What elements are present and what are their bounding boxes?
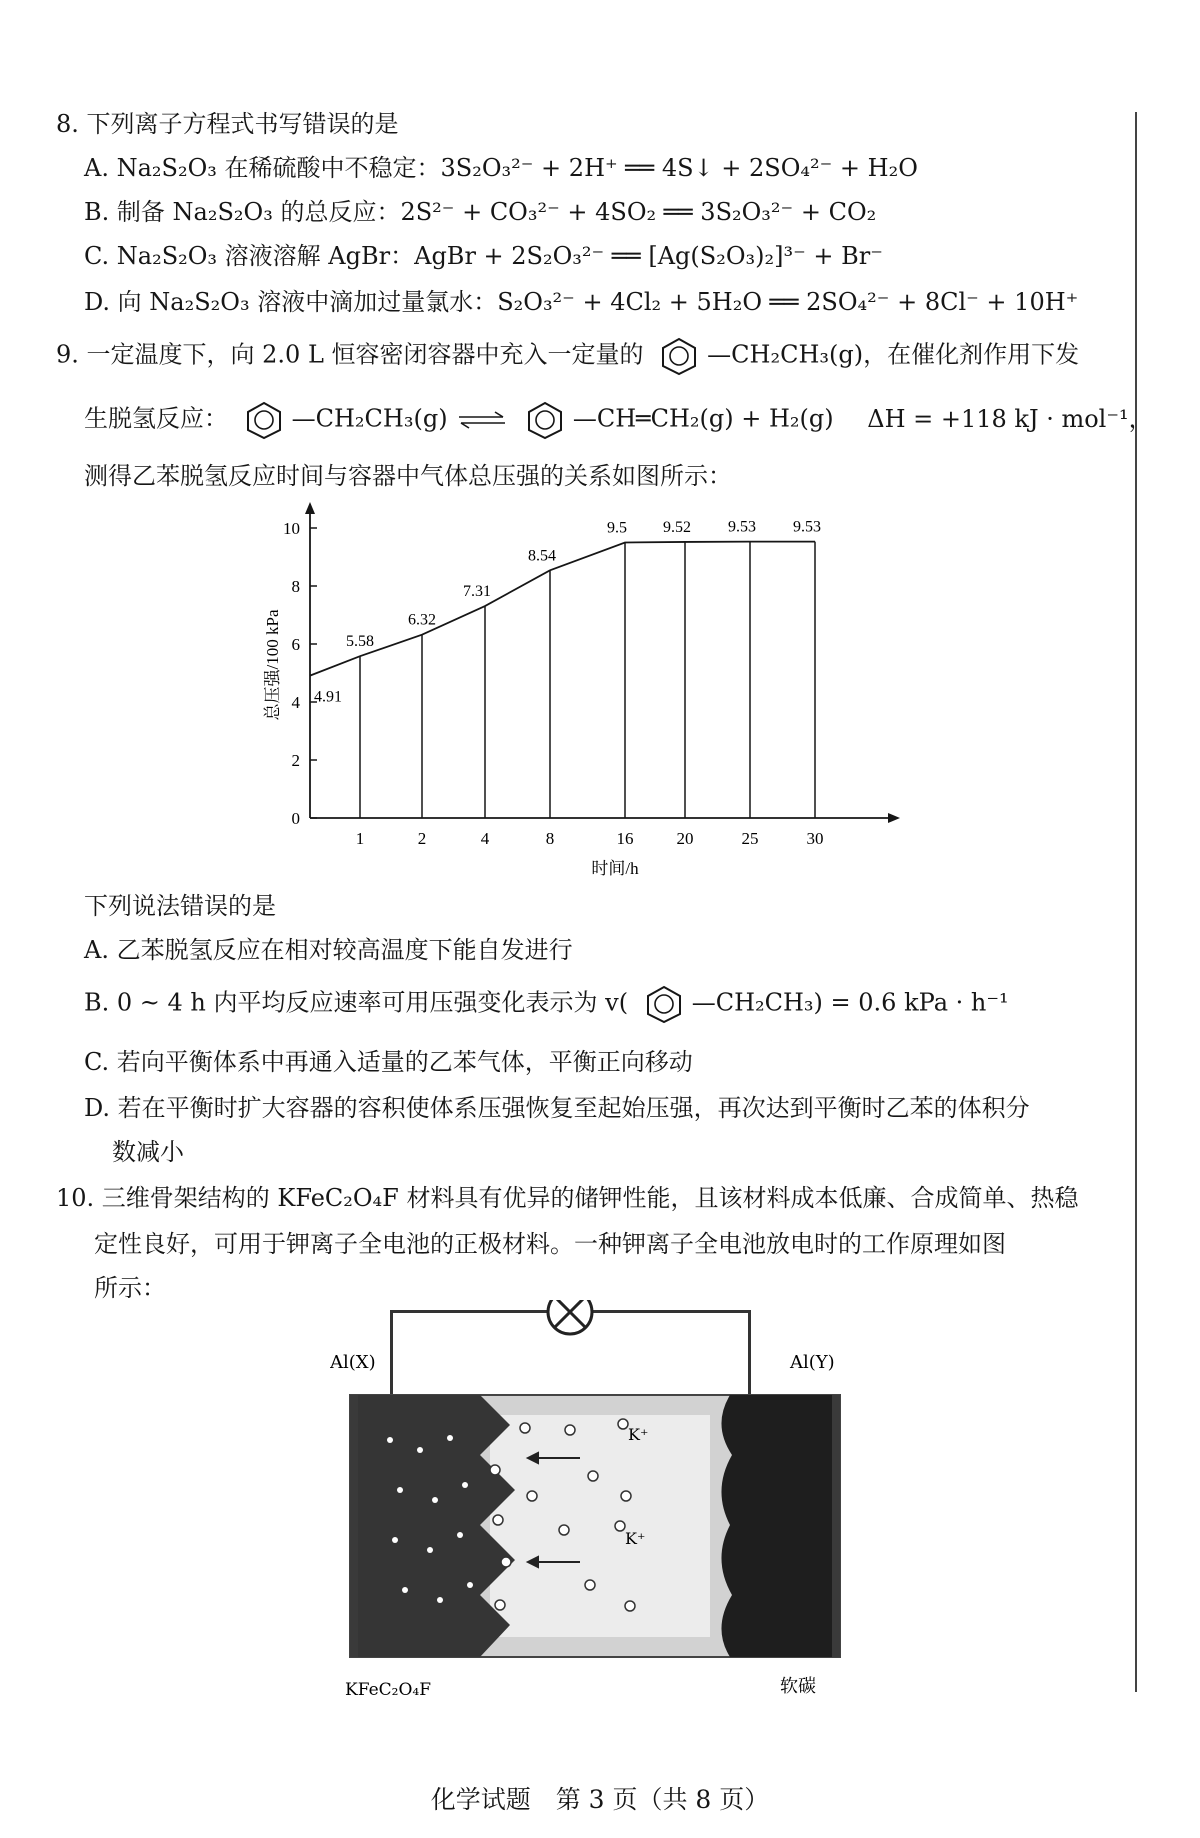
cathode-material-label: KFeC₂O₄F [345, 1680, 431, 1700]
left-electrode-label: Al(X) [330, 1352, 376, 1373]
q8-option-a: A. Na₂S₂O₃ 在稀硫酸中不稳定：3S₂O₃²⁻ + 2H⁺ ══ 4S↓ + 2SO₄²⁻ + H₂O [84, 154, 918, 182]
x-tick-label: 1 [355, 829, 365, 848]
x-tick-label: 25 [741, 829, 759, 848]
q9-chart-intro: 测得乙苯脱氢反应时间与容器中气体总压强的关系如图所示： [84, 462, 732, 490]
k-ion-label-2: K⁺ [625, 1529, 646, 1548]
start-data-label: 4.91 [314, 688, 342, 706]
q10-stem-line3: 所示： [94, 1274, 166, 1302]
data-label: 9.52 [663, 518, 691, 536]
potassium-ion-battery-diagram [330, 1300, 860, 1700]
data-label: 9.53 [793, 518, 821, 536]
data-label: 7.31 [463, 583, 491, 601]
q9-option-c: C. 若向平衡体系中再通入适量的乙苯气体，平衡正向移动 [84, 1048, 693, 1076]
q9-option-d-line1: D. 若在平衡时扩大容器的容积使体系压强恢复至起始压强，再次达到平衡时乙苯的体积分 [84, 1094, 1030, 1122]
benzene-ring-icon [651, 336, 707, 376]
y-tick-label: 10 [283, 519, 300, 538]
q9-prompt: 下列说法错误的是 [84, 892, 276, 920]
benzene-ring-icon [517, 400, 573, 440]
q9-option-b: B. 0 ~ 4 h 内平均反应速率可用压强变化表示为 v( —CH₂CH₃) = 0.6 kPa · h⁻¹ [84, 984, 1009, 1024]
benzene-ring-icon [636, 984, 692, 1024]
soft-carbon-anode [721, 1395, 832, 1657]
pressure-time-chart [240, 500, 920, 880]
margin-rule [1135, 112, 1137, 1692]
anode-material-label: 软碳 [780, 1676, 816, 1697]
x-tick-label: 2 [417, 829, 427, 848]
x-tick-label: 16 [616, 829, 634, 848]
pressure-series-line [310, 542, 815, 676]
y-tick-label: 0 [291, 809, 300, 828]
q9-option-a: A. 乙苯脱氢反应在相对较高温度下能自发进行 [84, 936, 573, 964]
q9-stem-line2: 生脱氢反应： —CH₂CH₃(g) —CH═CH₂(g) + H₂(g) ΔH = +118 kJ · mol⁻¹， [84, 400, 1153, 440]
x-axis-arrow [888, 813, 900, 823]
data-label: 9.5 [607, 519, 627, 537]
lamp-icon [548, 1300, 592, 1334]
x-tick-label: 30 [806, 829, 824, 848]
q10-stem-line2: 定性良好，可用于钾离子全电池的正极材料。一种钾离子全电池放电时的工作原理如图 [94, 1230, 1006, 1258]
q9-stem-line1: 9. 一定温度下，向 2.0 L 恒容密闭容器中充入一定量的 —CH₂CH₃(g)，在催化剂作用下发 [56, 336, 1079, 376]
page-footer: 化学试题 第 3 页（共 8 页） [430, 1785, 770, 1814]
q8-option-c: C. Na₂S₂O₃ 溶液溶解 AgBr：AgBr + 2S₂O₃²⁻ ══ [Ag(S₂O₃)₂]³⁻ + Br⁻ [84, 242, 883, 270]
data-label: 8.54 [528, 547, 556, 565]
x-axis-title: 时间/h [591, 859, 639, 878]
y-axis-title: 总压强/100 kPa [263, 609, 282, 721]
right-electrode-label: Al(Y) [790, 1352, 835, 1373]
data-label: 5.58 [346, 633, 374, 651]
q9-option-d-line2: 数减小 [112, 1138, 184, 1166]
data-label: 6.32 [408, 611, 436, 629]
x-tick-label: 4 [480, 829, 490, 848]
y-axis-arrow [305, 502, 315, 514]
y-tick-label: 6 [291, 635, 300, 654]
equilibrium-arrow-icon [455, 409, 509, 431]
y-tick-label: 2 [291, 751, 300, 770]
q9-enthalpy: ΔH = +118 kJ · mol⁻¹， [867, 404, 1153, 433]
benzene-ring-icon [236, 400, 292, 440]
q10-stem-line1: 10. 三维骨架结构的 KFeC₂O₄F 材料具有优异的储钾性能，且该材料成本低廉、合成简单、热稳 [56, 1184, 1079, 1212]
y-tick-label: 8 [291, 577, 300, 596]
k-ion-label-1: K⁺ [628, 1425, 649, 1444]
q8-option-b: B. 制备 Na₂S₂O₃ 的总反应：2S²⁻ + CO₃²⁻ + 4SO₂ ══ 3S₂O₃²⁻ + CO₂ [84, 198, 877, 226]
data-label: 9.53 [728, 518, 756, 536]
q8-stem: 8. 下列离子方程式书写错误的是 [56, 110, 399, 138]
y-tick-label: 4 [291, 693, 300, 712]
x-tick-label: 8 [545, 829, 555, 848]
x-tick-label: 20 [676, 829, 694, 848]
q8-option-d: D. 向 Na₂S₂O₃ 溶液中滴加过量氯水：S₂O₃²⁻ + 4Cl₂ + 5H₂O ══ 2SO₄²⁻ + 8Cl⁻ + 10H⁺ [84, 288, 1079, 316]
